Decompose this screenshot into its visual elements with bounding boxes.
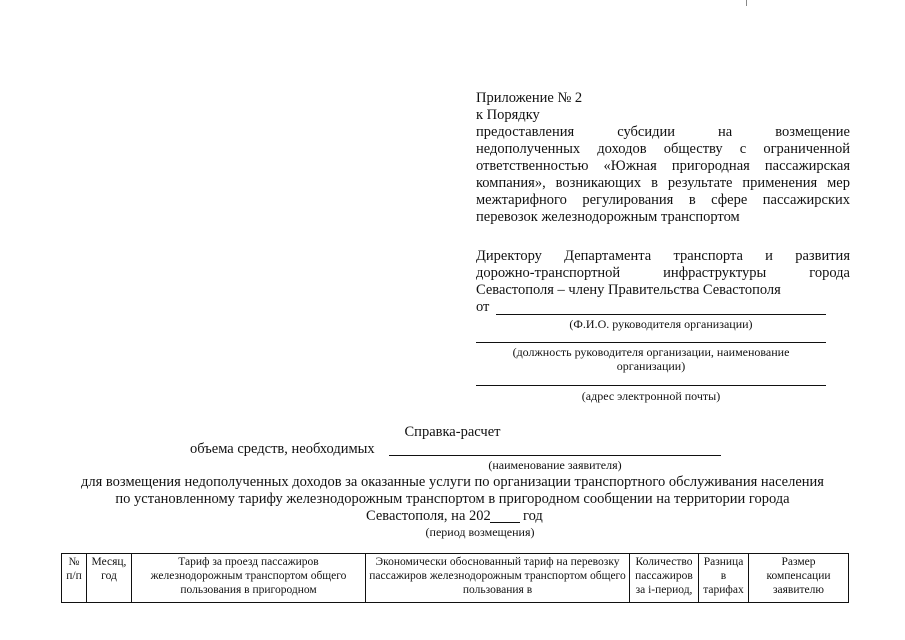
scan-mark bbox=[746, 0, 747, 6]
calculation-table bbox=[61, 553, 849, 603]
appendix-line-3: ответственностью «Южная пригородная пассажирская bbox=[476, 158, 850, 174]
position-caption-2: организации) bbox=[616, 359, 686, 373]
heading-title: Справка-расчет bbox=[404, 424, 501, 440]
applicant-field-line[interactable] bbox=[389, 455, 721, 456]
header-number: № п/п bbox=[62, 554, 87, 603]
fio-caption: (Ф.И.О. руководителя организации) bbox=[569, 317, 753, 331]
table-header-row bbox=[62, 554, 849, 603]
appendix-to-order: к Порядку bbox=[476, 107, 540, 123]
year-field-line[interactable] bbox=[490, 522, 520, 523]
heading-line-5-suffix: год bbox=[523, 508, 543, 524]
header-tariff: Тариф за проезд пассажиров железнодорожным транспортом общего пользования в пригородном bbox=[132, 554, 366, 603]
heading-line-2-prefix: объема средств, необходимых bbox=[190, 441, 375, 457]
email-caption: (адрес электронной почты) bbox=[581, 389, 721, 403]
appendix-line-5: межтарифного регулирования в сфере пассажирских bbox=[476, 192, 850, 208]
applicant-caption: (наименование заявителя) bbox=[488, 458, 622, 472]
email-field-line[interactable] bbox=[476, 385, 826, 386]
header-tariff-difference: Разница в тарифах bbox=[699, 554, 749, 603]
header-passenger-count: Количество пассажиров за i-период, bbox=[630, 554, 699, 603]
appendix-title: Приложение № 2 bbox=[476, 90, 583, 106]
header-economic-tariff: Экономически обоснованный тариф на перевозку пассажиров железнодорожным транспортом общего пользования в bbox=[366, 554, 630, 603]
header-month-year: Месяц, год bbox=[87, 554, 132, 603]
fio-field-line[interactable] bbox=[496, 314, 826, 315]
appendix-line-4: компания», возникающих в результате применения мер bbox=[476, 175, 850, 191]
heading-line-5-prefix: Севастополя, на 202 bbox=[366, 508, 491, 524]
heading-line-4: по установленному тарифу железнодорожным транспортом в пригородном сообщении на территории города bbox=[115, 491, 790, 507]
appendix-line-1: предоставления субсидии на возмещение bbox=[476, 124, 850, 140]
period-caption: (период возмещения) bbox=[425, 525, 535, 539]
from-label: от bbox=[476, 299, 490, 315]
header-compensation: Размер компенсации заявителю bbox=[749, 554, 849, 603]
addressee-line-1: Директору Департамента транспорта и развития bbox=[476, 248, 850, 264]
addressee-line-2: дорожно-транспортной инфраструктуры города bbox=[476, 265, 850, 281]
position-caption-1: (должность руководителя организации, наименование bbox=[512, 345, 790, 359]
appendix-line-2: недополученных доходов обществу с ограниченной bbox=[476, 141, 850, 157]
position-field-line[interactable] bbox=[476, 342, 826, 343]
addressee-line-3: Севастополя – члену Правительства Севастополя bbox=[476, 282, 781, 298]
appendix-line-6: перевозок железнодорожным транспортом bbox=[476, 209, 740, 225]
heading-line-3: для возмещения недополученных доходов за оказанные услуги по организации транспортного обслуживания населения bbox=[81, 474, 824, 490]
